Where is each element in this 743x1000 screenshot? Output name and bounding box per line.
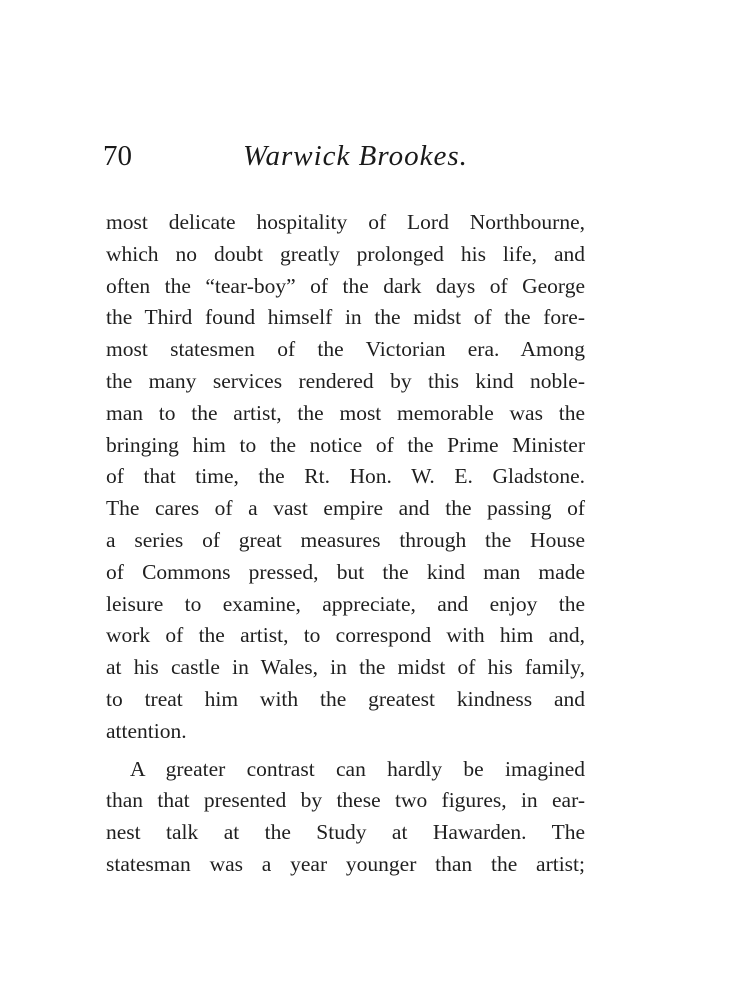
text-line: often the “tear-boy” of the dark days of George	[106, 273, 585, 298]
paragraph-2	[106, 754, 585, 881]
text-line: most delicate hospitality of Lord Northbourne,	[106, 210, 585, 234]
text-line: The cares of a vast empire and the passing of	[106, 496, 585, 521]
text-line: a series of great measures through the House	[106, 527, 585, 552]
text-line: of Commons pressed, but the kind man made	[106, 559, 585, 584]
text-line: at his castle in Wales, in the midst of his family,	[106, 655, 585, 680]
text-line: which no doubt greatly prolonged his life, and	[106, 241, 585, 266]
text-line: most statesmen of the Victorian era. Among	[106, 337, 585, 362]
page-header	[103, 140, 593, 180]
body-text	[106, 207, 585, 881]
text-line: work of the artist, to correspond with him and,	[106, 623, 585, 648]
text-line: A greater contrast can hardly be imagined	[130, 756, 585, 781]
text-line: statesman was a year younger than the artist;	[106, 851, 585, 876]
text-line: the Third found himself in the midst of the fore-	[106, 305, 585, 330]
text-line: than that presented by these two figures, in ear-	[106, 788, 585, 813]
running-title: Warwick Brookes.	[243, 140, 468, 172]
text-line: to treat him with the greatest kindness and	[106, 686, 585, 711]
text-line: the many services rendered by this kind noble-	[106, 368, 585, 393]
page-number: 70	[103, 140, 132, 172]
text-line: leisure to examine, appreciate, and enjoy the	[106, 591, 585, 616]
text-line: bringing him to the notice of the Prime Minister	[106, 432, 585, 457]
paragraph-1	[106, 207, 585, 748]
text-line: of that time, the Rt. Hon. W. E. Gladstone.	[106, 464, 585, 489]
text-line: man to the artist, the most memorable was the	[106, 400, 585, 425]
text-line: attention.	[106, 718, 187, 743]
text-line: nest talk at the Study at Hawarden. The	[106, 820, 585, 845]
